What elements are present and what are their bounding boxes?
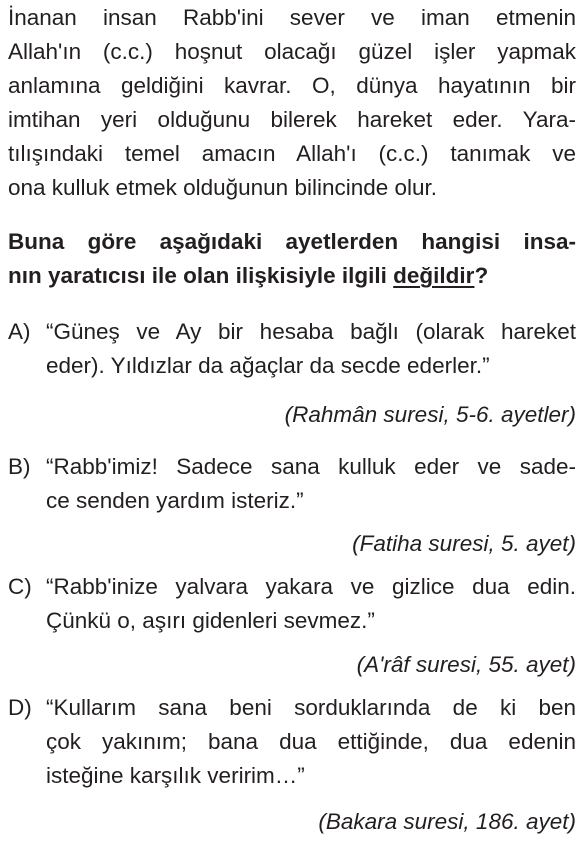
question-text: nın yaratıcısı ile olan ilişkisiyle ilgili	[8, 263, 394, 288]
option-source: (Bakara suresi, 186. ayet)	[318, 809, 576, 834]
passage-line: Allah'ın (c.c.) hoşnut olacağı güzel işler yapmak	[8, 39, 576, 64]
passage-line: ona kulluk etmek olduğunun bilincinde olur.	[8, 175, 438, 200]
option-letter: C)	[8, 574, 32, 599]
option-text: Çünkü o, aşırı gidenleri sevmez.”	[46, 608, 375, 633]
option-line	[8, 691, 576, 724]
option-line	[8, 570, 576, 603]
option-line	[8, 450, 576, 483]
question-line: Buna göre aşağıdaki ayetlerden hangisi insa-	[8, 229, 576, 254]
option-line	[8, 484, 576, 517]
passage-line: anlamına geldiğini kavrar. O, dünya hayatının bir	[8, 73, 576, 98]
option-line	[8, 725, 576, 758]
option-text: eder). Yıldızlar da ağaçlar da secde ederler.”	[46, 353, 490, 378]
option-text: çok yakınım; bana dua ettiğinde, dua edenin	[46, 729, 576, 754]
passage-line: imtihan yeri olduğunu bilerek hareket eder. Yara-	[8, 107, 576, 132]
option-text: ce senden yardım isteriz.”	[46, 488, 304, 513]
option-text: isteğine karşılık veririm…”	[46, 763, 305, 788]
passage-line: tılışındaki temel amacın Allah'ı (c.c.) tanımak ve	[8, 141, 576, 166]
option-letter: D)	[8, 695, 32, 720]
option-source: (A'râf suresi, 55. ayet)	[356, 652, 576, 677]
question-line	[8, 259, 576, 292]
option-line	[8, 759, 576, 792]
option-letter: B)	[8, 454, 31, 479]
option-text: “Kullarım sana beni sorduklarında de ki ben	[46, 695, 576, 720]
question-emphasis: değildir	[393, 263, 475, 288]
passage-line: İnanan insan Rabb'ini sever ve iman etmenin	[8, 5, 576, 30]
option-text: “Rabb'imiz! Sadece sana kulluk eder ve sade-	[46, 454, 576, 479]
question-mark: ?	[474, 263, 489, 288]
option-text: “Güneş ve Ay bir hesaba bağlı (olarak hareket	[46, 319, 576, 344]
option-line	[8, 604, 576, 637]
option-source: (Rahmân suresi, 5-6. ayetler)	[284, 402, 576, 427]
option-letter: A)	[8, 319, 31, 344]
option-line	[8, 349, 576, 382]
option-source: (Fatiha suresi, 5. ayet)	[352, 531, 576, 556]
option-line	[8, 315, 576, 348]
option-text: “Rabb'inize yalvara yakara ve gizlice dua edin.	[46, 574, 576, 599]
